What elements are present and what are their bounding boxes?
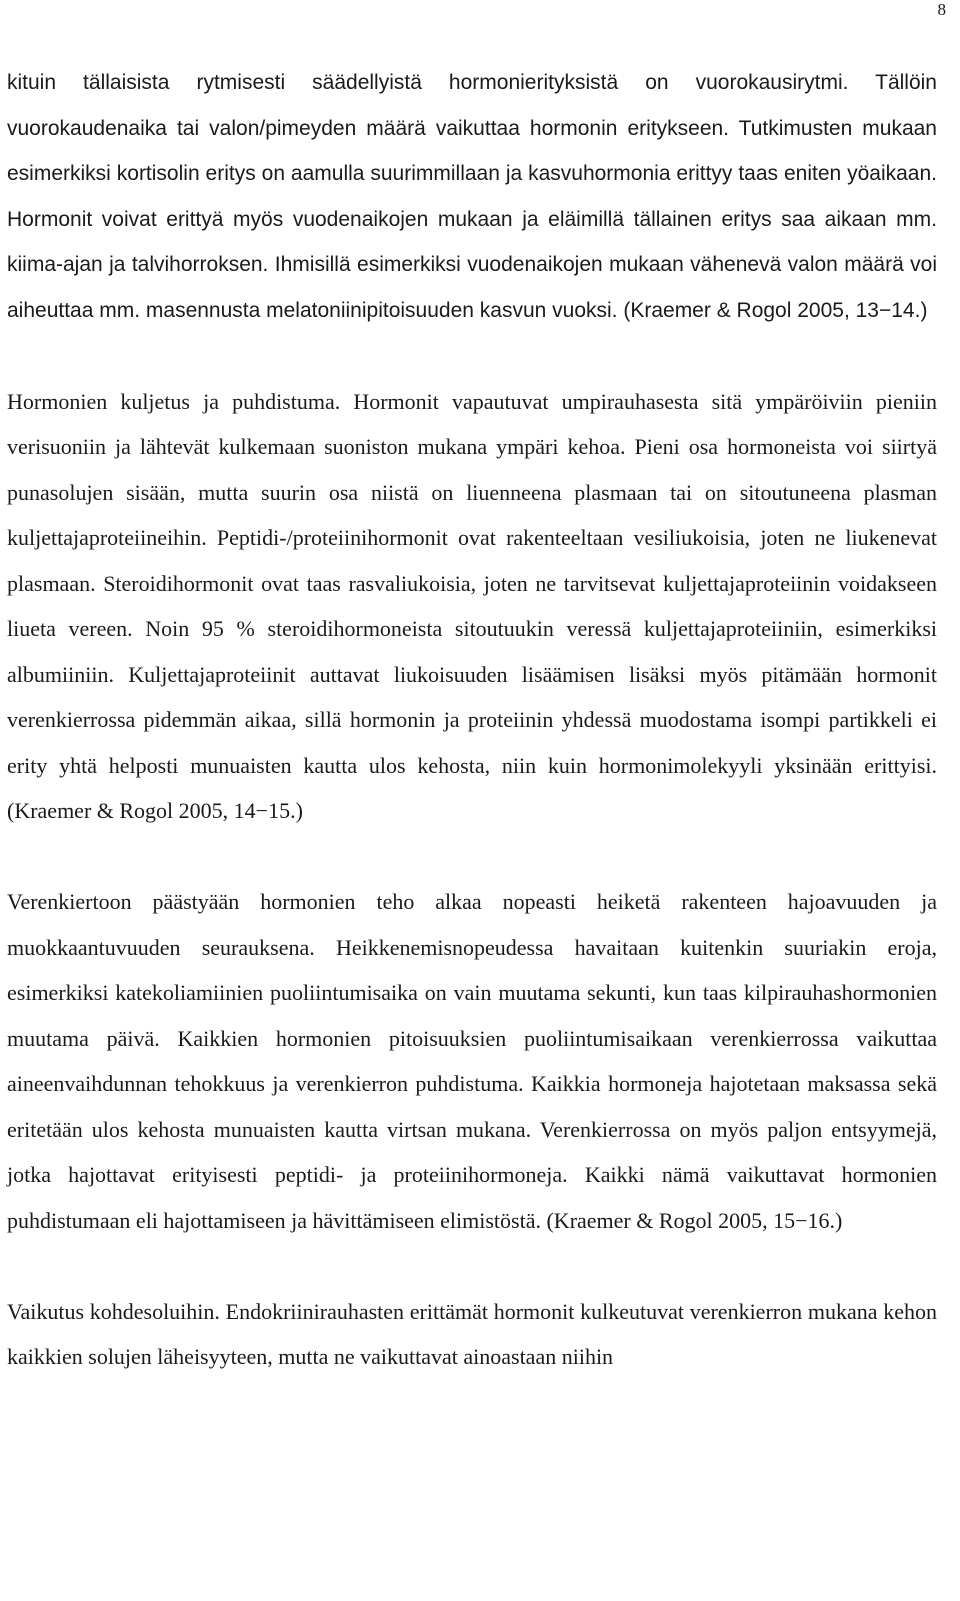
paragraph-text: Hormonit vapautuvat umpirauhasesta sitä ympäröiviin pieniin verisuoniin ja lähtevät kulkemaan suoniston mukana ympäri kehoa. Pieni osa hormoneista voi siirtyä punasolujen sisään, mutta suurin osa niistä on liuenneena plasmaan tai on sitoutuneena plasman kuljettajaproteiineihin. Peptidi-/proteiinihormonit ovat rakenteeltaan vesiliukoisia, joten ne liukenevat plasmaan. Steroidihormonit ovat taas rasvaliukoisia, joten ne tarvitsevat kuljettajaproteiinin voidakseen liueta vereen. Noin 95 % steroidihormoneista sitoutuukin veressä kuljettajaproteiiniin, esimerkiksi albumiiniin. Kuljettajaproteiinit auttavat liukoisuuden lisäämisen lisäksi myös pitämään hormonit verenkierrossa pidemmän aikaa, sillä hormonin ja proteiinin yhdessä muodostama isompi partikkeli ei erity yhtä helposti munuaisten kautta ulos kehosta, niin kuin hormonimolekyyli yksinään erittyisi. (Kraemer & Rogol 2005, 14−15.)	[7, 388, 937, 823]
paragraph-text: Verenkiertoon päästyään hormonien teho alkaa nopeasti heiketä rakenteen hajoavuuden ja muokkaantuvuuden seurauksena. Heikkenemisnopeudessa havaitaan kuitenkin suuriakin eroja, esimerkiksi katekoliamiinien puoliintumisaika on vain muutama sekunti, kun taas kilpirauhashormonien muutama päivä. Kaikkien hormonien pitoisuuksien puoliintumisaikaan verenkierrossa vaikuttaa aineenvaihdunnan tehokkuus ja verenkierron puhdistuma. Kaikkia hormoneja hajotetaan maksassa sekä eritetään ulos kehosta munuaisten kautta virtsan mukana. Verenkierrossa on myös paljon entsyymejä, jotka hajottavat erityisesti peptidi- ja proteiinihormoneja. Kaikki nämä vaikuttavat hormonien puhdistumaan eli hajottamiseen ja hävittämiseen elimistöstä. (Kraemer & Rogol 2005, 15−16.)	[7, 889, 937, 1233]
paragraph-text: kituin tällaisista rytmisesti säädellyistä hormonierityksistä on vuorokausirytmi. Tällöin vuorokaudenaika tai valon/pimeyden määrä vaikuttaa hormonin eritykseen. Tutkimusten mukaan esimerkiksi kortisolin eritys on aamulla suurimmillaan ja kasvuhormonia erittyy taas eniten yöaikaan. Hormonit voivat erittyä myös vuodenaikojen mukaan ja eläimillä tällainen eritys saa aikaan mm. kiima-ajan ja talvihorroksen. Ihmisillä esimerkiksi vuodenaikojen mukaan vähenevä valon määrä voi aiheuttaa mm. masennusta melatoniinipitoisuuden kasvun vuoksi. (Kraemer & Rogol 2005, 13−14.)	[7, 71, 937, 322]
paragraph-text: Endokriinirauhasten erittämät hormonit kulkeutuvat verenkierron mukana kehon kaikkien solujen läheisyyteen, mutta ne vaikuttavat ainoastaan niihin	[7, 1298, 937, 1369]
paragraph-hormone-transport	[7, 379, 937, 834]
paragraph-circadian-rhythm	[7, 60, 937, 333]
run-in-heading-transport: Hormonien kuljetus ja puhdistuma.	[7, 388, 341, 414]
run-in-heading-target-cells: Vaikutus kohdesoluihin.	[7, 1298, 220, 1324]
paragraph-target-cells	[7, 1289, 937, 1380]
page-number: 8	[937, 0, 946, 19]
document-body	[7, 60, 937, 1380]
paragraph-hormone-clearance	[7, 879, 937, 1243]
